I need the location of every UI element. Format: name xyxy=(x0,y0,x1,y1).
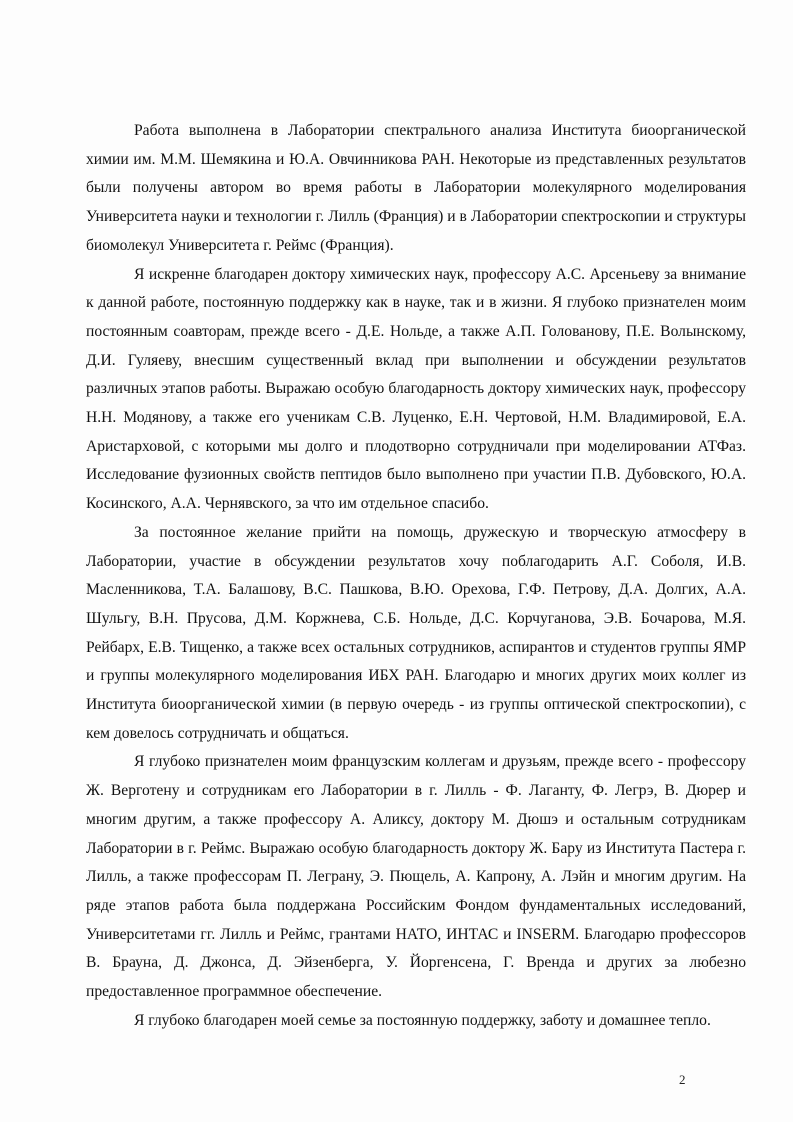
paragraph-thanks-french-colleagues: Я глубоко признателен моим французским коллегам и друзьям, прежде всего - профессору Ж. Верготену и сотрудникам его Лаборатории в г. Лилль - Ф. Лаганту, Ф. Легрэ, В. Дюрер и многим другим, а также профессору А. Аликсу, доктору М. Дюшэ и остальным сотрудникам Лаборатории в г. Реймс. Выражаю особую благодарность доктору Ж. Бару из Института Пастера г. Лилль, а также профессорам П. Леграну, Э. Пющель, А. Капрону, А. Лэйн и многим другим. На ряде этапов работа была поддержана Российским Фондом фундаментальных исследований, Университетами гг. Лилль и Реймс, грантами НАТО, ИНТАС и INSERM. Благодарю профессоров В. Брауна, Д. Джонса, Д. Эйзенберга, У. Йоргенсена, Г. Вренда и других за любезно предоставленное программное обеспечение. xyxy=(86,753,746,1001)
paragraph-thanks-family: Я глубоко благодарен моей семье за постоянную поддержку, заботу и домашнее тепло. xyxy=(134,1011,711,1029)
paragraph-thanks-laboratory: За постоянное желание прийти на помощь, дружескую и творческую атмосферу в Лаборатории, участие в обсуждении результатов хочу поблагодарить А.Г. Соболя, И.В. Масленникова, Т.А. Балашову, В.С. Пашкова, В.Ю. Орехова, Г.Ф. Петрову, Д.А. Долгих, А.А. Шульгу, В.Н. Прусова, Д.М. Коржнева, С.Б. Нольде, Д.С. Корчуганова, Э.В. Бочарова, М.Я. Рейбарх, Е.В. Тищенко, а также всех остальных сотрудников, аспирантов и студентов группы ЯМР и группы молекулярного моделирования ИБХ РАН. Благодарю и многих других моих коллег из Института биоорганической химии (в первую очередь - из группы оптической спектроскопии), с кем довелось сотрудничать и общаться. xyxy=(86,523,746,742)
acknowledgements-text xyxy=(86,117,746,1036)
paragraph-lab-affiliation: Работа выполнена в Лаборатории спектрального анализа Института биоорганической химии им. М.М. Шемякина и Ю.А. Овчинникова РАН. Некоторые из представленных результатов были получены автором во время работы в Лаборатории молекулярного моделирования Университета науки и технологии г. Лилль (Франция) и в Лаборатории спектроскопии и структуры биомолекул Университета г. Реймс (Франция). xyxy=(86,122,746,254)
paragraph-thanks-colleagues: Я искренне благодарен доктору химических наук, профессору А.С. Арсеньеву за внимание к данной работе, постоянную поддержку как в науке, так и в жизни. Я глубоко признателен моим постоянным соавторам, прежде всего - Д.Е. Нольде, а также А.П. Головановy, П.Е. Волынскому, Д.И. Гуляеву, внесшим существенный вклад при выполнении и обсуждении результатов различных этапов работы. Выражаю особую благодарность доктору химических наук, профессору Н.Н. Модянову, а также его ученикам С.В. Луценко, Е.Н. Чертовой, Н.М. Владимировой, Е.А. Аристарховой, с которыми мы долго и плодотворно сотрудничали при моделировании АТФаз. Исследование фузионных свойств пептидов было выполнено при участии П.В. Дубовского, Ю.А. Косинского, А.А. Чернявского, за что им отдельное спасибо. xyxy=(86,265,746,513)
page-number: 2 xyxy=(679,1072,686,1087)
